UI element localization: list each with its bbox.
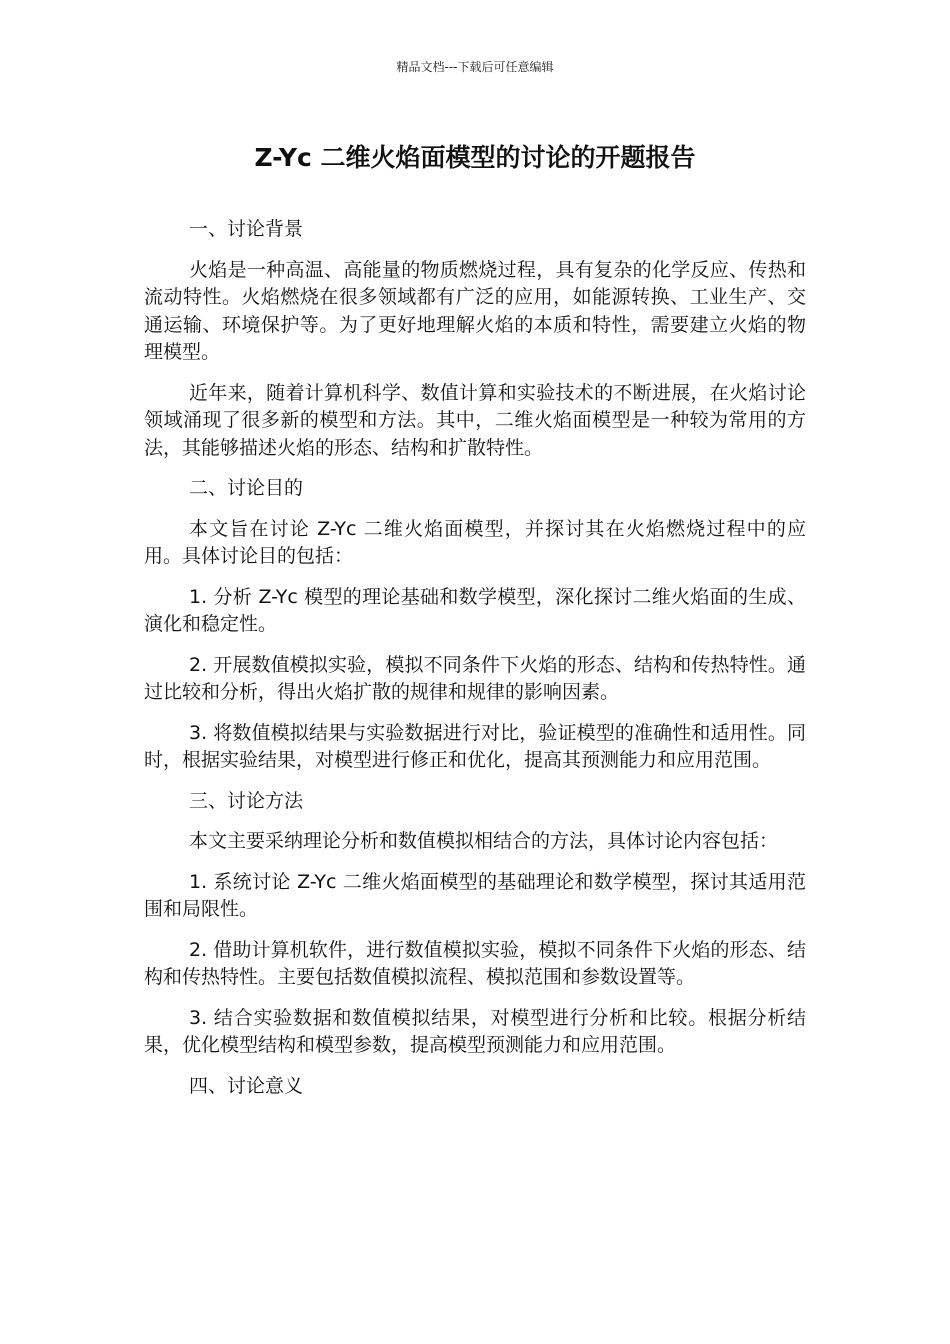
paragraph: 火焰是一种高温、高能量的物质燃烧过程，具有复杂的化学反应、传热和流动特性。火焰燃烧在很多领域都有广泛的应用，如能源转换、工业生产、交通运输、环境保护等。为了更好地理解火焰的本质和特性，需要建立火焰的物理模型。 <box>144 258 806 363</box>
list-item: 2. 开展数值模拟实验，模拟不同条件下火焰的形态、结构和传热特性。通过比较和分析，得出火焰扩散的规律和规律的影响因素。 <box>144 653 806 703</box>
section-heading-background: 一、讨论背景 <box>189 218 304 240</box>
list-item: 1. 系统讨论 Z-Yc 二维火焰面模型的基础理论和数学模型，探讨其适用范围和局限性。 <box>144 870 806 920</box>
header-note: 精品文档---下载后可任意编辑 <box>396 60 554 74</box>
section-heading-significance: 四、讨论意义 <box>189 1074 304 1097</box>
list-item: 1. 分析 Z-Yc 模型的理论基础和数学模型，深化探讨二维火焰面的生成、演化和稳定性。 <box>144 585 806 635</box>
paragraph: 本文旨在讨论 Z-Yc 二维火焰面模型，并探讨其在火焰燃烧过程中的应用。具体讨论目的包括： <box>144 517 806 567</box>
document-title: Z-Yc 二维火焰面模型的讨论的开题报告 <box>254 143 696 172</box>
section-heading-purpose: 二、讨论目的 <box>189 477 304 499</box>
list-item: 3. 结合实验数据和数值模拟结果，对模型进行分析和比较。根据分析结果，优化模型结构和模型参数，提高模型预测能力和应用范围。 <box>144 1006 806 1056</box>
paragraph: 本文主要采纳理论分析和数值模拟相结合的方法，具体讨论内容包括： <box>189 830 779 852</box>
document-body <box>144 216 806 1113</box>
paragraph: 近年来，随着计算机科学、数值计算和实验技术的不断进展，在火焰讨论领域涌现了很多新的模型和方法。其中，二维火焰面模型是一种较为常用的方法，其能够描述火焰的形态、结构和扩散特性。 <box>144 381 806 459</box>
section-heading-method: 三、讨论方法 <box>189 789 304 812</box>
list-item: 3. 将数值模拟结果与实验数据进行对比，验证模型的准确性和适用性。同时，根据实验结果，对模型进行修正和优化，提高其预测能力和应用范围。 <box>144 721 806 771</box>
list-item: 2. 借助计算机软件，进行数值模拟实验，模拟不同条件下火焰的形态、结构和传热特性。主要包括数值模拟流程、模拟范围和参数设置等。 <box>144 938 806 988</box>
